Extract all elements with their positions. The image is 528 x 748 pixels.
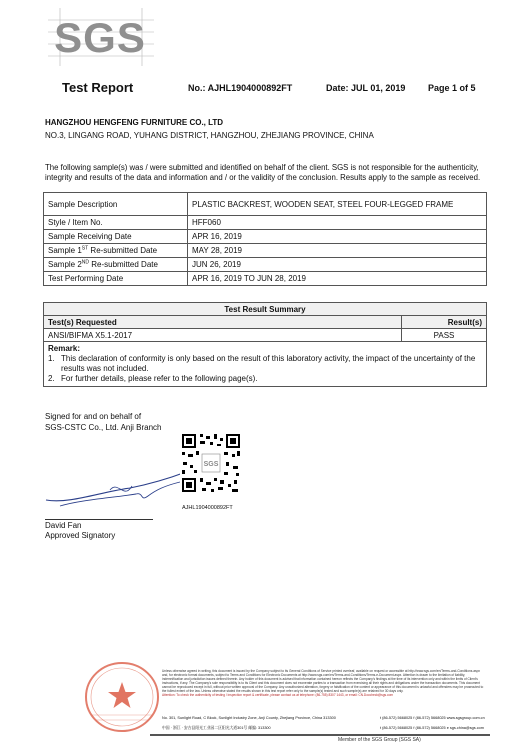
- table-row: [44, 216, 487, 230]
- summary-title: Test Result Summary: [44, 303, 487, 316]
- signer-title: Approved Signatory: [45, 531, 116, 540]
- footer-address-chinese: 中国 · 浙江 · 安吉县阳光工业园二区阳光大道301号 邮编: 313300: [162, 726, 271, 730]
- resubmitted-1-sup: ST: [81, 245, 89, 252]
- client-name: HANGZHOU HENGFENG FURNITURE CO., LTD: [45, 118, 224, 127]
- report-title: Test Report: [62, 80, 134, 95]
- performing-date-label: Test Performing Date: [44, 272, 188, 286]
- signer-name: David Fan: [45, 521, 82, 530]
- signature-line: [45, 519, 153, 520]
- table-row: [44, 258, 487, 272]
- official-seal-stamp: [82, 660, 162, 734]
- page-number: Page 1 of 5: [428, 83, 476, 93]
- qr-code-label: AJHL1904000892FT: [182, 505, 233, 511]
- report-date: Date: JUL 01, 2019: [326, 83, 406, 93]
- table-row: [44, 316, 487, 329]
- resubmitted-1-value: MAY 28, 2019: [188, 244, 487, 258]
- table-row: [44, 230, 487, 244]
- table-row: [44, 342, 487, 387]
- remarks-title: Remark:: [48, 344, 81, 353]
- footer-address-english: No. 301, Sunlight Road, C Block, Sunlight Industry Zone, Anji County, Zhejiang Province, China 313300: [162, 716, 336, 720]
- test-result: PASS: [402, 329, 487, 342]
- resubmitted-2-prefix: Sample 2: [48, 260, 82, 269]
- table-row: [44, 193, 487, 216]
- resubmitted-1-label: [44, 244, 188, 258]
- resubmitted-2-sup: ND: [81, 259, 90, 266]
- signed-on-behalf-line-2: SGS-CSTC Co., Ltd. Anji Branch: [45, 423, 162, 432]
- resubmitted-2-suffix: Re-submitted Date: [89, 260, 158, 269]
- remark-number: 1.: [48, 354, 55, 363]
- sample-description-value: PLASTIC BACKREST, WOODEN SEAT, STEEL FOUR-LEGGED FRAME: [188, 193, 487, 216]
- sample-description-label: Sample Description: [44, 193, 188, 216]
- logo-text: SGS: [54, 14, 146, 61]
- footer-contact-2: t (86-572) 5668025 f (86-572) 5668025 e sgs.china@sgs.com: [380, 726, 484, 730]
- tests-column-header: Test(s) Requested: [44, 316, 402, 329]
- footer-divider: [150, 734, 490, 736]
- table-row: [44, 244, 487, 258]
- qr-code-icon: [180, 432, 242, 494]
- table-row: [44, 303, 487, 316]
- test-result-table: [43, 302, 487, 387]
- results-column-header: Result(s): [402, 316, 487, 329]
- handwritten-signature: [40, 460, 190, 520]
- member-of-sgs-group: Member of the SGS Group (SGS SA): [338, 737, 421, 743]
- resubmitted-2-label: [44, 258, 188, 272]
- report-number: No.: AJHL1904000892FT: [188, 83, 293, 93]
- receiving-date-label: Sample Receiving Date: [44, 230, 188, 244]
- resubmitted-1-prefix: Sample 1: [48, 246, 82, 255]
- test-name: ANSI/BIFMA X5.1-2017: [44, 329, 402, 342]
- authenticity-notice: Attention: To check the authenticity of testing / inspection report & certificate, please contact us at telephone: (86-755) 8307 1443, or email: CN.Doccheck@sgs.com: [162, 693, 394, 697]
- style-value: HFF060: [188, 216, 487, 230]
- disclaimer-statement: The following sample(s) was / were submitted and identified on behalf of the client. SGS is not responsible for the authenticity, integrity and results of the data and information and / or the validity of the conclusion. Results apply to the sample as received.: [45, 163, 481, 182]
- resubmitted-1-suffix: Re-submitted Date: [88, 246, 158, 255]
- receiving-date-value: APR 16, 2019: [188, 230, 487, 244]
- signed-on-behalf-line-1: Signed for and on behalf of: [45, 412, 142, 421]
- remark-item: [48, 354, 482, 374]
- remark-item: [48, 374, 482, 384]
- remarks: [44, 342, 487, 387]
- terms-text: Unless otherwise agreed in writing, this document is issued by the Company subject to its General Conditions of Service printed overleaf, available on request or accessible at http://www.sgs.com/en/Terms-and-Conditions.aspx and, for electronic format documents, subject to Terms and Conditions for Electronic Documents at http://www.sgs.com/en/Terms-and-Conditions/Terms-e-Document.aspx. Attention is drawn to the limitation of liability, indemnification and jurisdiction issues defined therein. Any holder of this document is advised that information contained hereon reflects the Company's findings at the time of its intervention only and within the limits of Client's instructions, if any. The Company's sole responsibility is to its Client and this document does not exonerate parties to a transaction from exercising all their rights and obligations under the transaction documents. This document cannot be reproduced except in full, without prior written approval of the Company. Any unauthorized alteration, forgery or falsification of the content or appearance of this document is unlawful and offenders may be prosecuted to the fullest extent of the law. Unless otherwise stated the results shown in this test report refer only to the sample(s) tested and such sample(s) are retained for 30 days only.: [162, 669, 484, 693]
- client-address: NO.3, LINGANG ROAD, YUHANG DISTRICT, HANGZHOU, ZHEJIANG PROVINCE, CHINA: [45, 131, 374, 140]
- resubmitted-2-value: JUN 26, 2019: [188, 258, 487, 272]
- remark-number: 2.: [48, 374, 55, 383]
- footer-contact-1: t (86-572) 5668025 f (86-572) 5668025 www.sgsgroup.com.cn: [380, 716, 485, 720]
- performing-date-value: APR 16, 2019 TO JUN 28, 2019: [188, 272, 487, 286]
- remark-text: For further details, please refer to the following page(s).: [61, 374, 258, 383]
- svg-text:SGS: SGS: [203, 461, 219, 468]
- sample-info-table: [43, 192, 487, 286]
- table-row: [44, 329, 487, 342]
- style-label: Style / Item No.: [44, 216, 188, 230]
- remark-text: This declaration of conformity is only based on the result of this laboratory activity, the impact of the uncertainty of the results was not included.: [61, 354, 476, 373]
- terms-and-conditions: [162, 669, 484, 697]
- table-row: [44, 272, 487, 286]
